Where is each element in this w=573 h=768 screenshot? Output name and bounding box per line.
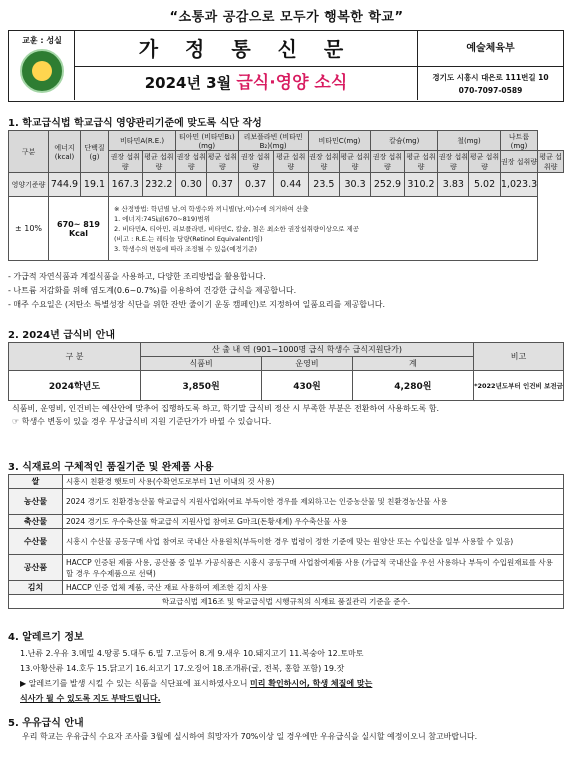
section4-title: 4. 알레르기 정보	[8, 632, 84, 643]
col-detail: 산 출 내 역 (901~1000명 급식 학생수 급식지원단가)	[141, 343, 474, 357]
sub-recommend: 권장 섭취량	[109, 151, 143, 173]
col-energy: 에너지 (kcal)	[49, 131, 81, 173]
col-gubun: 구 분	[9, 343, 141, 371]
col-operation: 운영비	[262, 357, 352, 371]
quality-standard-table	[8, 474, 564, 609]
sub-recommend: 권장 섭취량	[238, 151, 273, 173]
category-label: 수산물	[9, 529, 63, 555]
range-note: ※ 산정방법: 학년별 남,여 학생수와 끼니별(남,여)수에 의거하여 산출	[114, 204, 309, 213]
allergy-note: ▶ 알레르기를 발생 시킬 수 있는 식품을 식단표에 표시하였사오니 미리 확인하시어, 학생 체질에 맞는	[20, 679, 373, 688]
value-cell: 0.37	[207, 173, 238, 197]
food-cost: 3,850원	[141, 371, 262, 401]
sub-intake: 평균 섭취량	[142, 151, 176, 173]
range-notes	[109, 197, 538, 261]
category-text: 시흥시 수산물 공동구매 사업 참여로 국내산 사용원칙(부득이한 경우 법령이 정한 기준에 맞는 원양산 또는 수입산을 일부 사용할 수 있음)	[63, 529, 564, 555]
category-text: HACCP 인증 업체 제품, 국산 재료 사용하여 제조한 김치 사용	[63, 581, 564, 595]
school-logo-icon	[20, 49, 64, 93]
nutrition-standard-table	[8, 130, 564, 261]
category-text: 시흥시 친환경 햇토미 사용(수확연도로부터 1년 이내의 것 사용)	[63, 475, 564, 489]
category-text: HACCP 인증된 제품 사용, 공산품 중 일부 가공식품은 시흥시 공동구매 사업참여제품 사용 (가급적 국내산을 우선 사용하나 부득이 수입원재료를 사용할 경우 우수제품으로 선택)	[63, 555, 564, 581]
value-cell: 5.02	[469, 173, 500, 197]
total-cost: 4,280원	[352, 371, 473, 401]
col-total: 계	[352, 357, 473, 371]
issue-topic: 급식·영양 소식	[236, 73, 348, 93]
bullet-item: - 나트륨 저감화를 위해 염도계(0.6~0.7%)를 이용하여 건강한 급식을 제공합니다.	[8, 286, 297, 295]
category-label: 공산품	[9, 555, 63, 581]
sub-intake: 평균 섭취량	[340, 152, 370, 171]
col-iron: 철(mg)	[438, 131, 500, 151]
sub-intake: 평균 섭취량	[539, 152, 562, 171]
col-vitamin-a: 비타민A(R.E.)	[109, 131, 176, 151]
allergy-list: 13.아황산류 14.호두 15.닭고기 16.쇠고기 17.오징어 18.조개류(굴, 전복, 홍합 포함) 19.잣	[20, 664, 345, 673]
allergy-list: 1.난류 2.우유 3.메밀 4.땅콩 5.대두 6.밀 7.고등어 8.게 9.새우 10.돼지고기 11.복숭아 12.토마토	[20, 649, 364, 658]
value-cell: 19.1	[81, 173, 109, 197]
range-label: ± 10%	[9, 197, 49, 261]
value-cell: 30.3	[339, 173, 370, 197]
school-logo-cell	[9, 31, 75, 100]
section5-title: 5. 우유급식 안내	[8, 718, 84, 729]
department: 예술체육부	[417, 31, 563, 67]
value-cell: 0.37	[238, 173, 273, 197]
cost-note: *2022년도부터 인건비 보전금	[474, 371, 564, 401]
value-cell: 232.2	[142, 173, 176, 197]
meal-cost-table	[8, 342, 564, 401]
school-phone: 070-7097-0589	[458, 86, 523, 95]
category-label: 쌀	[9, 475, 63, 489]
cost-paragraph: 식품비, 운영비, 인건비는 예산안에 맞추어 집행하도록 하고, 학기말 급식비 정산 시 부족한 부분은 전환하여 사용하도록 함.	[12, 404, 439, 413]
issue-date: 2024년 3월	[144, 74, 232, 92]
school-contact	[417, 67, 563, 100]
range-value: 670~ 819 Kcal	[49, 197, 109, 261]
allergy-info	[8, 646, 564, 706]
section2-title: 2. 2024년 급식비 안내	[8, 330, 115, 341]
col-sodium: 나트륨(mg)	[500, 131, 538, 151]
sub-recommend: 권장 섭취량	[309, 152, 339, 171]
allergy-emphasis: 식사가 될 수 있도록 지도 부탁드립니다.	[20, 694, 161, 703]
col-thiamin: 티아민 (비타민B₁)(mg)	[176, 131, 238, 151]
col-food: 식품비	[141, 357, 262, 371]
category-label: 농산물	[9, 489, 63, 515]
col-calcium: 칼슘(mg)	[371, 131, 438, 151]
value-cell: 744.9	[49, 173, 81, 197]
sub-recommend: 권장 섭취량	[438, 152, 469, 171]
col-note: 비고	[474, 343, 564, 371]
category-text: 2024 경기도 우수축산물 학교급식 지원사업 참여로 G마크(돈황새계) 우수축산물 사용	[63, 515, 564, 529]
col-protein: 단백질 (g)	[81, 131, 109, 173]
sub-intake: 평균 섭취량	[469, 152, 500, 171]
sub-recommend: 권장 섭취량	[500, 151, 538, 173]
bullet-item: - 매주 수요일은 (저탄소 특별성장 식단을 위한 잔반 줄이기 운동 캠페인)로 지정하여 일품요리를 제공합니다.	[8, 300, 386, 309]
category-label: 축산물	[9, 515, 63, 529]
value-cell: 0.30	[176, 173, 207, 197]
section2-notes	[8, 402, 564, 428]
school-motto: “소통과 공감으로 모두가 행복한 학교”	[169, 10, 404, 25]
sub-intake: 평균 섭취량	[273, 151, 308, 173]
quality-footer: 학교급식법 제16조 및 학교급식법 시행규칙의 식재료 품질관리 기준을 준수.	[9, 595, 564, 609]
range-note: (비고 : R.E.는 레티놀 당량(Retinol Equivalent)임)	[114, 234, 263, 243]
col-riboflavin: 리보플라빈 (비타민B₂)(mg)	[238, 131, 308, 151]
value-cell: 0.44	[273, 173, 308, 197]
value-cell: 3.83	[438, 173, 469, 197]
sub-intake: 평균 섭취량	[207, 152, 238, 171]
operation-cost: 430원	[262, 371, 352, 401]
sub-recommend: 권장 섭취량	[371, 151, 405, 173]
row-label: 2024학년도	[9, 371, 141, 401]
value-cell: 252.9	[371, 173, 405, 197]
value-cell: 310.2	[404, 173, 438, 197]
newsletter-header	[8, 30, 564, 102]
value-cell: 1,023.3	[500, 173, 538, 197]
newsletter-title: 가 정 통 신 문	[75, 31, 417, 67]
milk-info: 우리 학교는 우유급식 수요자 조사를 3월에 실시하여 희망자가 70%이상 일 경우에만 우유급식을 실시할 예정이오니 참고바랍니다.	[22, 732, 478, 741]
col-vitamin-c: 비타민C(mg)	[308, 131, 370, 151]
row-label: 영양기준량	[9, 173, 49, 197]
sub-intake: 평균 섭취량	[404, 151, 438, 173]
category-label: 김치	[9, 581, 63, 595]
sub-recommend: 권장 섭취량	[176, 152, 206, 171]
allergy-emphasis: 미리 확인하시어, 학생 체질에 맞는	[249, 679, 373, 688]
col-gubun: 구분	[9, 131, 49, 173]
issue-line	[75, 67, 417, 100]
school-address: 경기도 시흥시 대은로 111번길 10	[432, 73, 549, 82]
section1-bullets	[8, 270, 564, 312]
section3-title: 3. 식재료의 구체적인 품질기준 및 완제품 사용	[8, 462, 214, 473]
category-text: 2024 경기도 친환경농산물 학교급식 지원사업와(여료 부득이한 경우를 제외하고는 인증농산물 및 친환경농산물 사용	[63, 489, 564, 515]
range-note: 3. 학생수의 변동에 따라 조정될 수 있음(예정기준)	[114, 244, 257, 253]
range-note: 2. 비타민A, 티아민, 리보플라빈, 비타민C, 칼슘, 철은 최소한 권장섭취량이상으로 제공	[114, 224, 360, 233]
value-cell: 23.5	[308, 173, 339, 197]
value-cell: 167.3	[109, 173, 143, 197]
school-motto-label: 교훈 : 성실	[22, 36, 62, 45]
section1-title: 1. 학교급식법 학교급식 영양관리기준에 맞도록 식단 작성	[8, 118, 262, 129]
bullet-item: - 가급적 자연식품과 계절식품을 사용하고, 다양한 조리방법을 활용합니다.	[8, 272, 266, 281]
range-note: 1. 에너지:745㎉(670~819)범위	[114, 214, 211, 223]
cost-note-line: ☞ 학생수 변동이 있을 경우 무상급식비 지원 기준단가가 바뀔 수 있습니다.	[12, 417, 272, 426]
